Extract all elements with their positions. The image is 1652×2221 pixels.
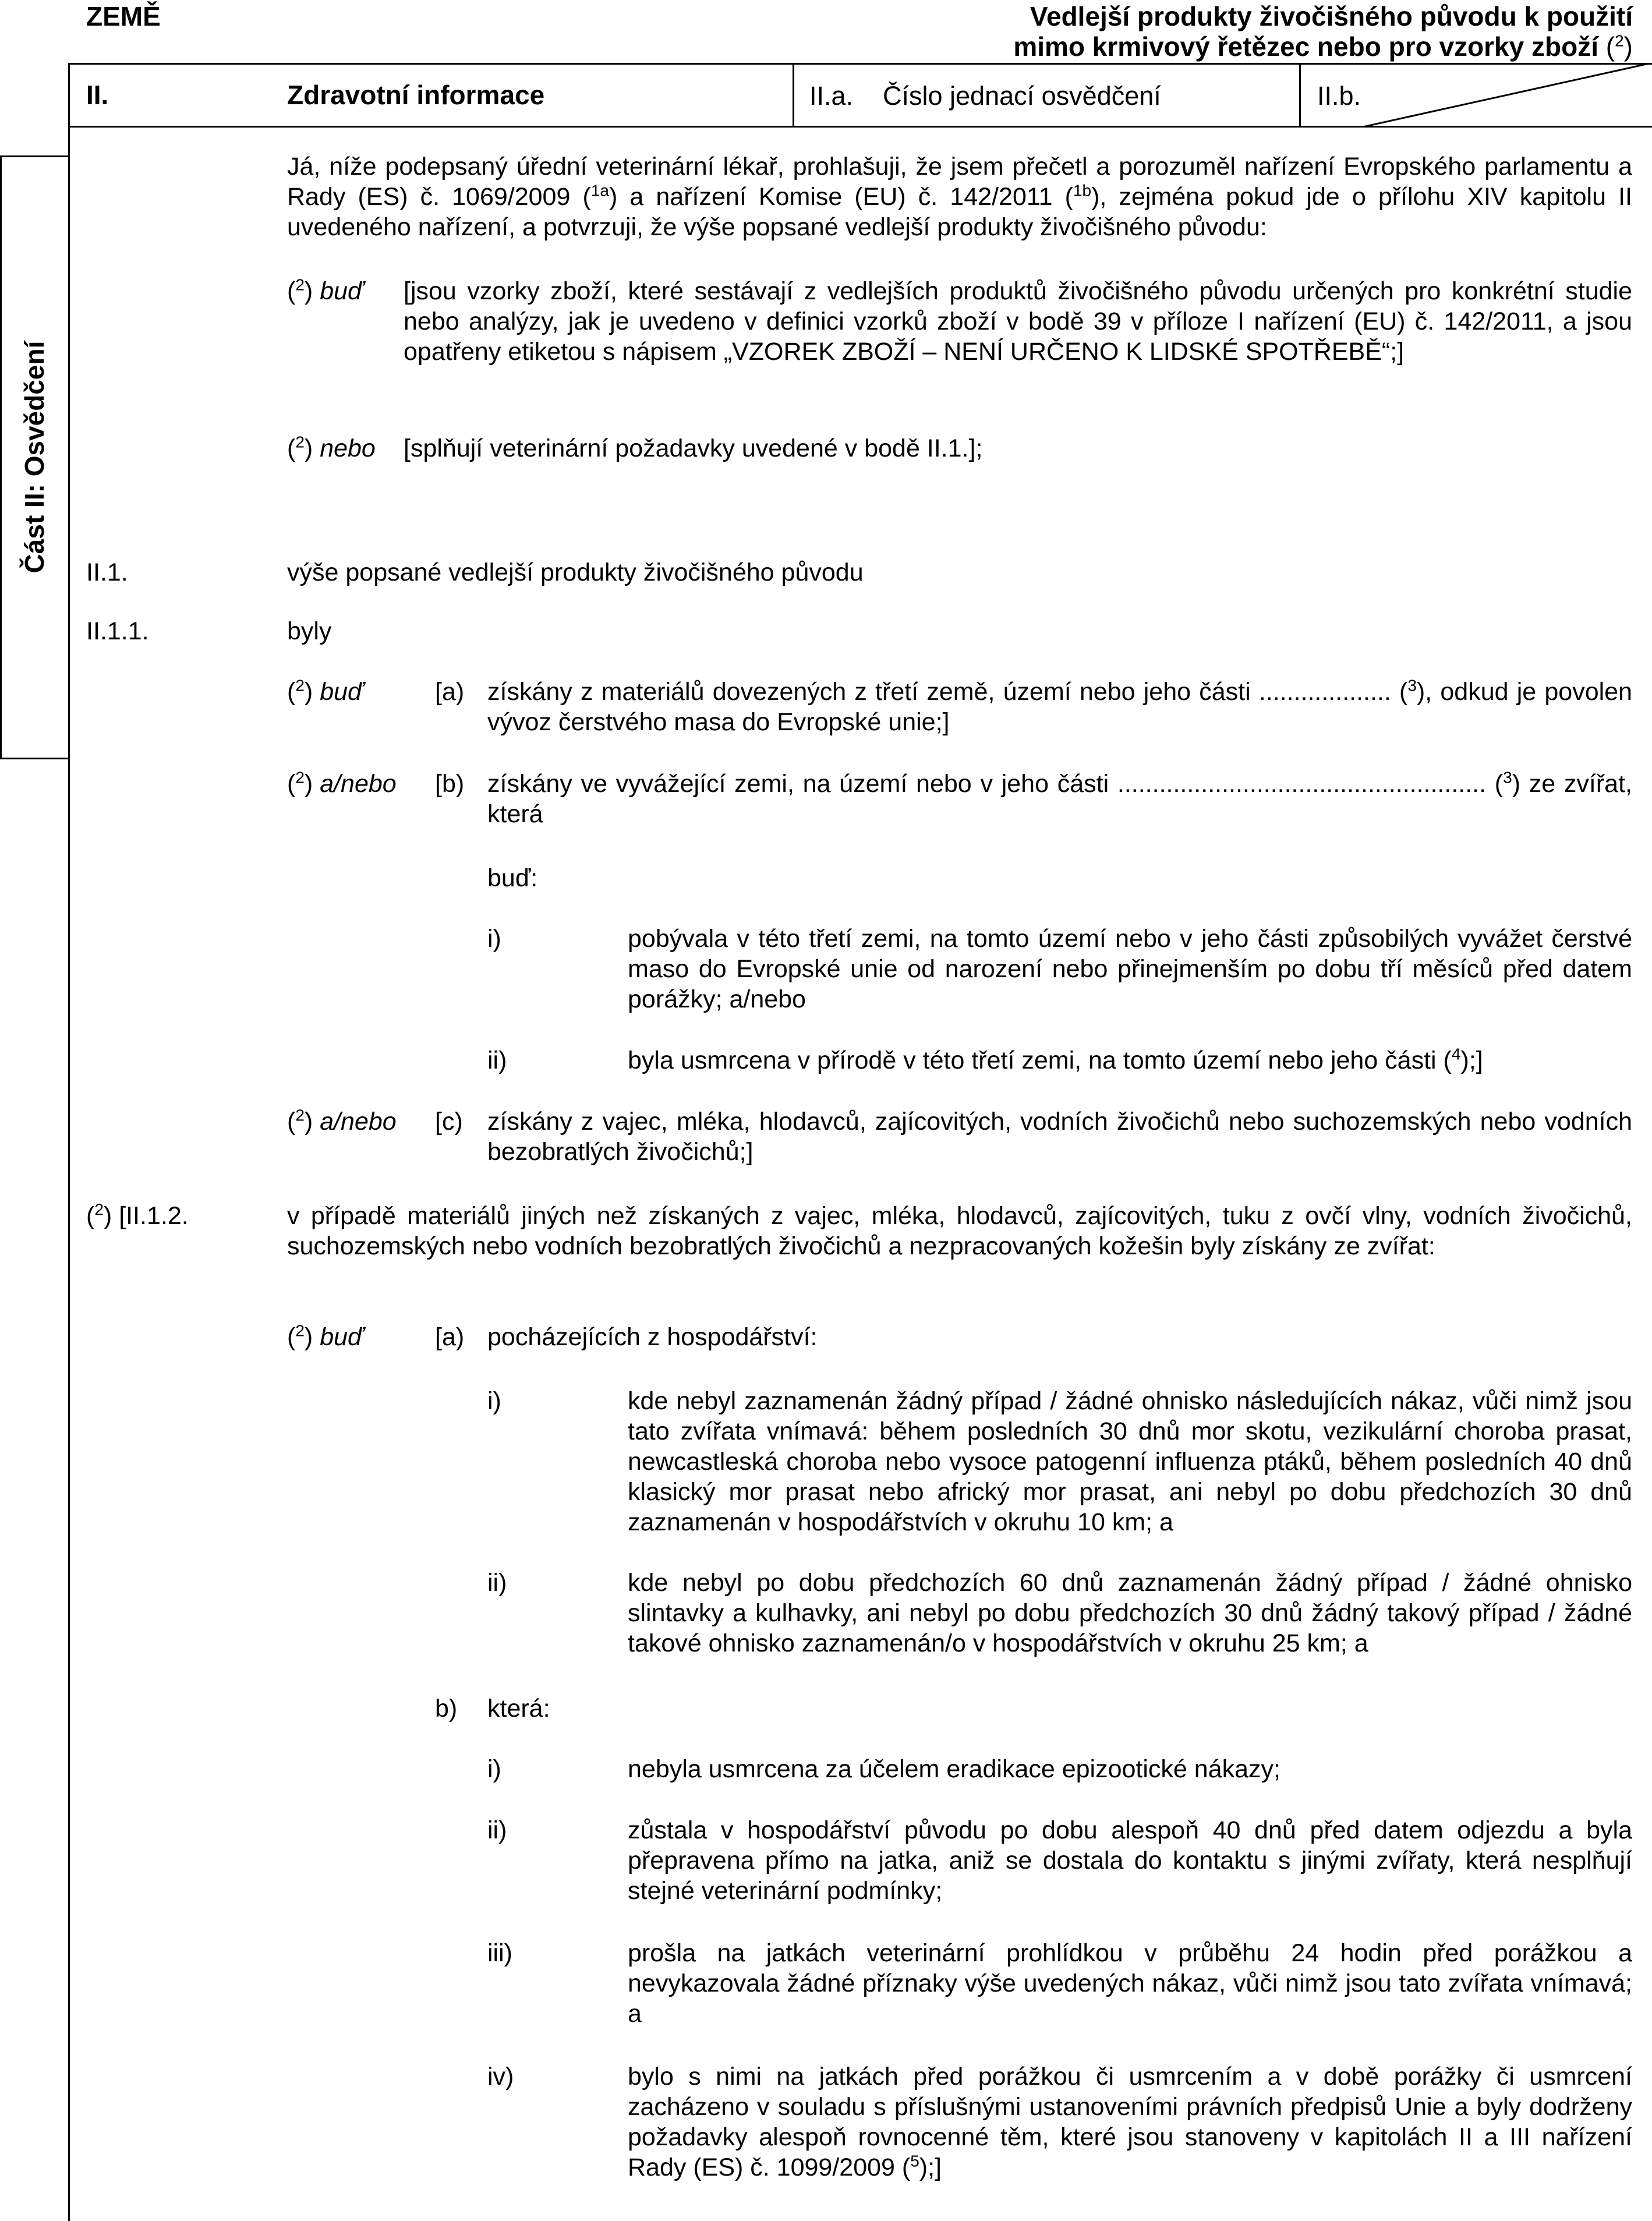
- ii12b-ii-text: zůstala v hospodářství původu po dobu alespoň 40 dnů před datem odjezdu a byla přepravena přímo na jatka, aniž se dostala do kontaktu s jinými zvířaty, která nesplňují stejné veterinární podmínky;: [628, 1816, 1632, 1905]
- side-box-left: [0, 155, 2, 759]
- side-box-top: [0, 155, 70, 157]
- ref-b-diagonal: [1363, 63, 1652, 128]
- ii11b-ii-key: ii): [487, 1046, 507, 1074]
- ii11c-marker: ($^2$) a/nebo: [287, 1106, 397, 1136]
- opt1-text: [jsou vzorky zboží, které sestávají z vedlejších produktů živočišného původu určených pro konkrétní studie nebo analýzy, jak je uvedeno v definici vzorků zboží v bodě 39 v příloze I nařízení (EU) č. 142/2011, a jsou opatřeny etiketou s nápisem „VZOREK ZBOŽÍ – NENÍ URČENO K LIDSKÉ SPOTŘEBĚ“;]: [404, 277, 1632, 366]
- ii11b-i-text: pobývala v této třetí zemi, na tomto území nebo v jeho části způsobilých vyvážet čerstvé maso do Evropské unie od narození nebo přinejmenším po dobu tří měsíců před datem porážky; a/nebo: [628, 925, 1632, 1013]
- ii12b-iii-text: prošla na jatkách veterinární prohlídkou v průběhu 24 hodin před porážkou a nevykazovala žádné příznaky výše uvedených nákaz, vůči nimž jsou tato zvířata vnímavá; a: [628, 1939, 1632, 2028]
- ii11-number: II.1.1.: [86, 617, 149, 645]
- ii11a-marker: ($^2$) buď: [287, 676, 363, 706]
- side-box-bottom: [0, 758, 70, 759]
- side-label: Část II: Osvědčení: [19, 341, 49, 574]
- ii12-number: ($^2$) [II.1.2.: [86, 1200, 189, 1230]
- ii11b-ii-text: byla usmrcena v přírodě v této třetí zemi, na tomto území nebo jeho části ($^4$);]: [628, 1045, 1483, 1074]
- ii12b-ii-key: ii): [487, 1816, 507, 1844]
- section-number: II.: [86, 80, 109, 110]
- ii12b-key: b): [435, 1695, 458, 1723]
- ref-b-divider: [1299, 63, 1301, 127]
- ii12a-ii-text: kde nebyl po dobu předchozích 60 dnů zaznamenán žádný případ / žádné ohnisko slintavky a kulhavky, ani nebyl po dobu předchozích 30 dnů žádný takový případ / žádné takové ohnisko zaznamenán/o v hospodářstvích v okruhu 25 km; a: [628, 1569, 1632, 1657]
- ii12a-marker: ($^2$) buď: [287, 1321, 363, 1351]
- ii11b-either: buď:: [487, 864, 538, 892]
- opt2-text: [splňují veterinární požadavky uvedené v bodě II.1.];: [404, 434, 983, 462]
- opt1-marker: ($^2$) buď: [287, 275, 363, 305]
- ii12b-i-text: nebyla usmrcena za účelem eradikace epizootické nákazy;: [628, 1755, 1280, 1783]
- ii12a-text: pocházejících z hospodářství:: [487, 1323, 818, 1351]
- country-label: ZEMĚ: [86, 1, 161, 31]
- ii12a-ii-key: ii): [487, 1569, 507, 1597]
- ii11b-marker: ($^2$) a/nebo: [287, 768, 397, 798]
- frame-left-rule: [68, 63, 70, 2221]
- ii11b-text: získány ve vyvážející zemi, na území nebo v jeho části ..................................................... ($^3$) ze zvířat, která: [487, 768, 1632, 828]
- document-title: [1013, 1, 1633, 62]
- ii11b-i-key: i): [487, 925, 501, 953]
- ref-a-divider: [793, 63, 794, 127]
- ii12b-iii-key: iii): [487, 1939, 512, 1967]
- title-line-1: Vedlejší produkty živočišného původu k použití: [1030, 1, 1633, 31]
- ii12b-i-key: i): [487, 1755, 501, 1783]
- ref-a-text: Číslo jednací osvědčení: [883, 81, 1161, 111]
- ii1-text: výše popsané vedlejší produkty živočišného původu: [287, 558, 864, 586]
- ii12b-iv-text: bylo s nimi na jatkách před porážkou či usmrcením a v době porážky či usmrcení zacházeno v souladu s příslušnými ustanoveními právních předpisů Unie a byly dodrženy požadavky alespoň rovnocenné těm, které jsou stanoveny v kapitolách II a III nařízení Rady (ES) č. 1099/2009 ($^5$);]: [628, 2063, 1632, 2181]
- ii11b-key: [b): [435, 770, 465, 798]
- opt2-marker: ($^2$) nebo: [287, 433, 376, 462]
- ii12a-key: [a): [435, 1323, 465, 1351]
- ii12-text: v případě materiálů jiných než získaných z vajec, mléka, hlodavců, zajícovitých, tuku z ovčí vlny, vodních živočichů, suchozemských nebo vodních bezobratlých živočichů a nezpracovaných kožešin byly získány ze zvířat:: [287, 1202, 1632, 1260]
- ii12a-i-text: kde nebyl zaznamenán žádný případ / žádné ohnisko následujících nákaz, vůči nimž jsou tato zvířata vnímavá: během posledních 30 dnů mor skotu, vezikulární choroba prasat, newcastleská choroba nebo vysoce patogenní influenza ptáků, během posledních 40 dnů klasický mor prasat nebo africký mor prasat, ani nebyl po dobu předchozích 30 dnů zaznamenán v hospodářstvích v okruhu 10 km; a: [628, 1387, 1632, 1536]
- ii12a-i-key: i): [487, 1387, 501, 1415]
- ii11a-key: [a): [435, 678, 465, 706]
- title-line-2: mimo krmivový řetězec nebo pro vzorky zboží ($^2$): [1013, 31, 1633, 62]
- ii11-text: byly: [287, 617, 332, 645]
- ii12b-text: která:: [487, 1695, 550, 1723]
- ii11a-text: získány z materiálů dovezených z třetí země, území nebo jeho části ................... ($^3$), odkud je povolen vývoz čerstvého masa do Evropské unie;]: [487, 676, 1633, 736]
- ref-a-label: II.a.: [809, 81, 854, 111]
- ii11c-text: získány z vajec, mléka, hlodavců, zajícovitých, vodních živočichů nebo suchozemských nebo vodních bezobratlých živočichů;]: [487, 1108, 1632, 1166]
- ref-b-label: II.b.: [1317, 81, 1361, 111]
- ii11c-key: [c): [435, 1108, 463, 1136]
- ii12b-iv-key: iv): [487, 2063, 514, 2091]
- intro-paragraph: Já, níže podepsaný úřední veterinární lékař, prohlašuji, že jsem přečetl a porozuměl nařízení Evropského parlamentu a Rady (ES) č. 1069/2009 ($^{1a}$) a nařízení Komise (EU) č. 142/2011 ($^{1b}$), zejména pokud jde o přílohu XIV kapitolu II uvedeného nařízení, a potvrzuji, že výše popsané vedlejší produkty živočišného původu:: [287, 153, 1633, 241]
- section-title: Zdravotní informace: [287, 80, 545, 110]
- ii1-number: II.1.: [86, 558, 128, 586]
